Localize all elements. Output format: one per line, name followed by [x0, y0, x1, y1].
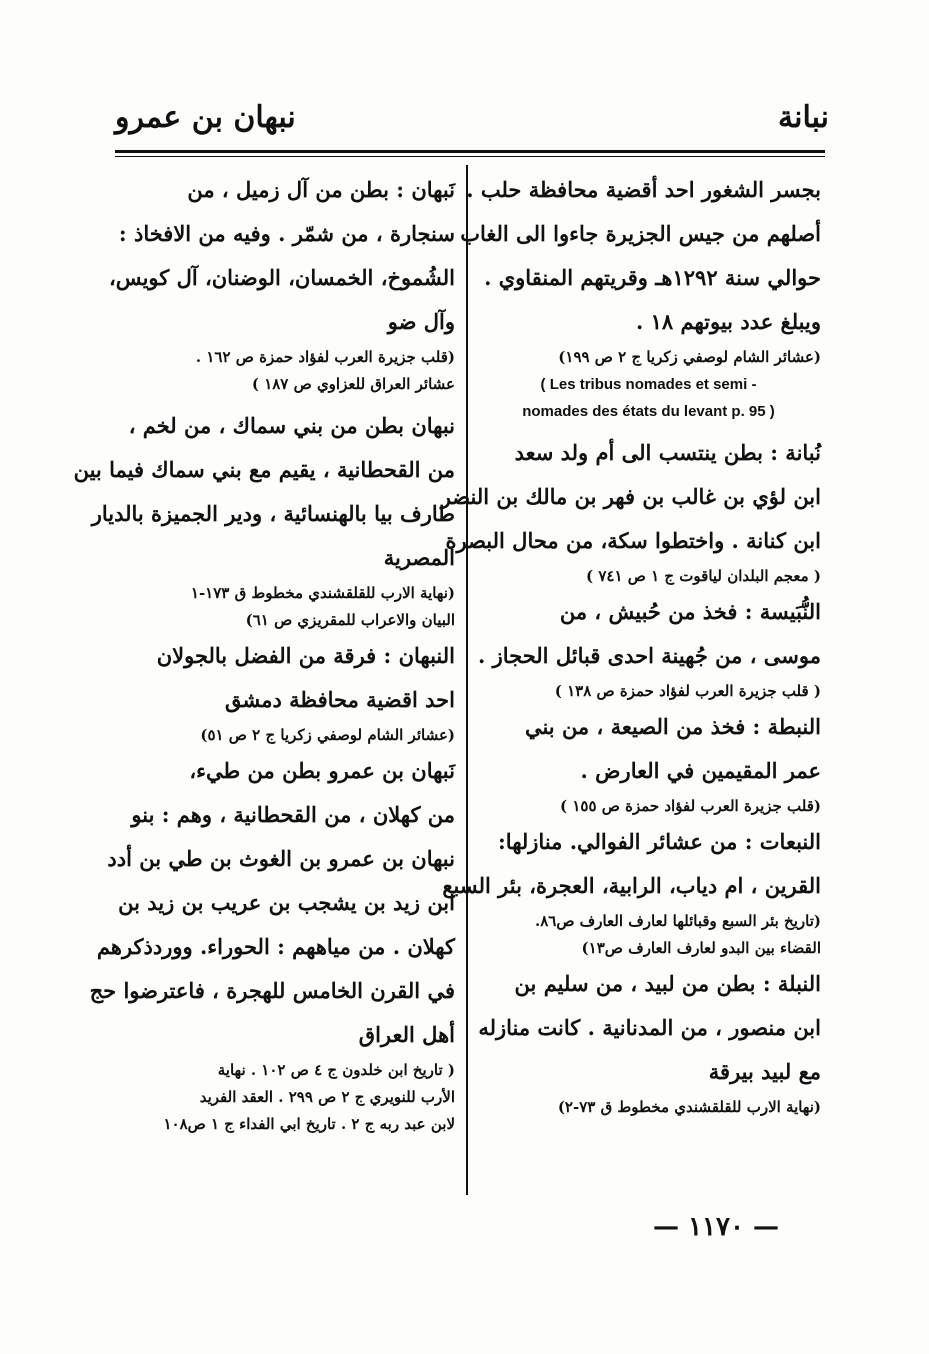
text-line: نُبانة : بطن ينتسب الى أم ولد سعد — [514, 440, 821, 465]
text-line: الشُموخ، الخمسان، الوضنان، آل كويس، — [109, 265, 455, 290]
page-number: — ١١٧٠ — — [653, 1212, 779, 1242]
column-divider — [466, 165, 468, 1195]
citation-line: (نهاية الارب للقلقشندي مخطوط ق ٧٣-٢) — [557, 1098, 821, 1116]
text-line: النبهان : فرقة من الفضل بالجولان — [156, 643, 455, 668]
citation-line: القضاء بين البدو لعارف العارف ص١٣) — [581, 939, 821, 957]
header-rule-thin — [115, 156, 825, 157]
running-header-left: نبهان بن عمرو — [115, 100, 296, 135]
citation-line: ( قلب جزيرة العرب لفؤاد حمزة ص ١٣٨ ) — [554, 682, 821, 700]
text-line: وآل ضو — [387, 309, 455, 334]
text-line: ابن زيد بن يشجب بن عريب بن زيد بن — [118, 890, 455, 915]
text-line: عمر المقيمين في العارض . — [580, 758, 821, 783]
citation-line: عشائر العراق للعزاوي ص ١٨٧ ) — [251, 375, 455, 393]
text-line: احد اقضية محافظة دمشق — [224, 687, 455, 712]
citation-line: (عشائر الشام لوصفي زكريا ج ٢ ص ٥١) — [200, 726, 455, 744]
citation-line: (تاريخ بئر السبع وقبائلها لعارف العارف ص٨٦. — [534, 912, 821, 930]
text-line: في القرن الخامس للهجرة ، فاعترضوا حج — [89, 978, 455, 1003]
text-line: أصلهم من جيس الجزيرة جاءوا الى الغاب — [460, 221, 821, 246]
text-line: النبلة : بطن من لبيد ، من سليم بن — [514, 971, 821, 996]
text-line: نَبهان بن عمرو بطن من طيء، — [189, 758, 455, 783]
text-line: كهلان . من مياههم : الحوراء. ووردذكرهم — [96, 934, 455, 959]
citation-line: الأرب للنويري ج ٢ ص ٢٩٩ . العقد الفريد — [199, 1088, 455, 1106]
text-line: من القحطانية ، يقيم مع بني سماك فيما بين — [73, 457, 455, 482]
right-column — [440, 168, 821, 1121]
text-line: نبهان بطن من بني سماك ، من لخم ، — [128, 413, 455, 438]
citation-line: ( Les tribus nomades et semi - — [540, 376, 757, 393]
text-line: النُّبَيسة : فخذ من حُبيش ، من — [559, 599, 821, 624]
text-line: طارف بيا بالهنسائية ، ودير الجميزة بالديار — [91, 501, 455, 526]
text-line: النبعات : من عشائر الفوالي. منازلها: — [498, 829, 821, 854]
citation-line: البيان والاعراب للمقريزي ص ٦١) — [245, 611, 455, 629]
citation-line: ( تاريخ ابن خلدون ج ٤ ص ١٠٢ . نهاية — [217, 1061, 455, 1079]
text-line: حوالي سنة ١٢٩٢هـ وقريتهم المنقاوي . — [484, 265, 821, 290]
citation-line: ( معجم البلدان لياقوت ج ١ ص ٧٤١ ) — [586, 567, 821, 585]
text-line: بجسر الشغور احد أقضية محافظة حلب . — [466, 177, 821, 202]
citation-line: (قلب جزيرة العرب لفؤاد حمزة ص ١٥٥ ) — [560, 797, 821, 815]
text-line: مع لبيد بيرقة — [708, 1059, 821, 1084]
text-line: ويبلغ عدد بيوتهم ١٨ . — [635, 309, 821, 334]
text-line: نَبهان : بطن من آل زميل ، من — [187, 177, 455, 202]
header-rule — [115, 150, 825, 153]
text-line: النبطة : فخذ من الصيعة ، من بني — [524, 714, 821, 739]
left-column — [73, 168, 455, 1138]
citation-line: (قلب جزيرة العرب لفؤاد حمزة ص ١٦٢ . — [195, 348, 455, 366]
citation-line: (نهاية الارب للقلقشندي مخطوط ق ١٧٣-١ — [190, 584, 455, 602]
text-line: المصرية — [383, 545, 455, 570]
text-line: القرين ، ام دياب، الرابية، العجرة، بئر السبع — [442, 873, 821, 898]
citation-line: (عشائر الشام لوصفي زكريا ج ٢ ص ١٩٩) — [558, 348, 821, 366]
text-line: نبهان بن عمرو بن الغوث بن طي بن أدد — [107, 846, 455, 871]
text-line: من كهلان ، من القحطانية ، وهم : بنو — [131, 802, 455, 827]
text-line: موسى ، من جُهينة احدى قبائل الحجاز . — [478, 643, 821, 668]
text-line: أهل العراق — [358, 1022, 455, 1047]
citation-line: لابن عبد ربه ج ٢ . تاريخ ابي الفداء ج ١ ص١٠٨ — [163, 1115, 455, 1133]
text-line: سنجارة ، من شمّر . وفيه من الافخاذ : — [118, 221, 455, 246]
text-line: ابن منصور ، من المدنانية . كانت منازله — [478, 1015, 821, 1040]
text-line: ابن لؤي بن غالب بن فهر بن مالك بن النضر — [440, 484, 821, 509]
citation-line: nomades des états du levant p. 95 ) — [522, 403, 775, 420]
running-header-right: نبانة — [778, 100, 829, 135]
text-line: ابن كنانة . واختطوا سكة، من محال البصرة — [445, 528, 821, 553]
